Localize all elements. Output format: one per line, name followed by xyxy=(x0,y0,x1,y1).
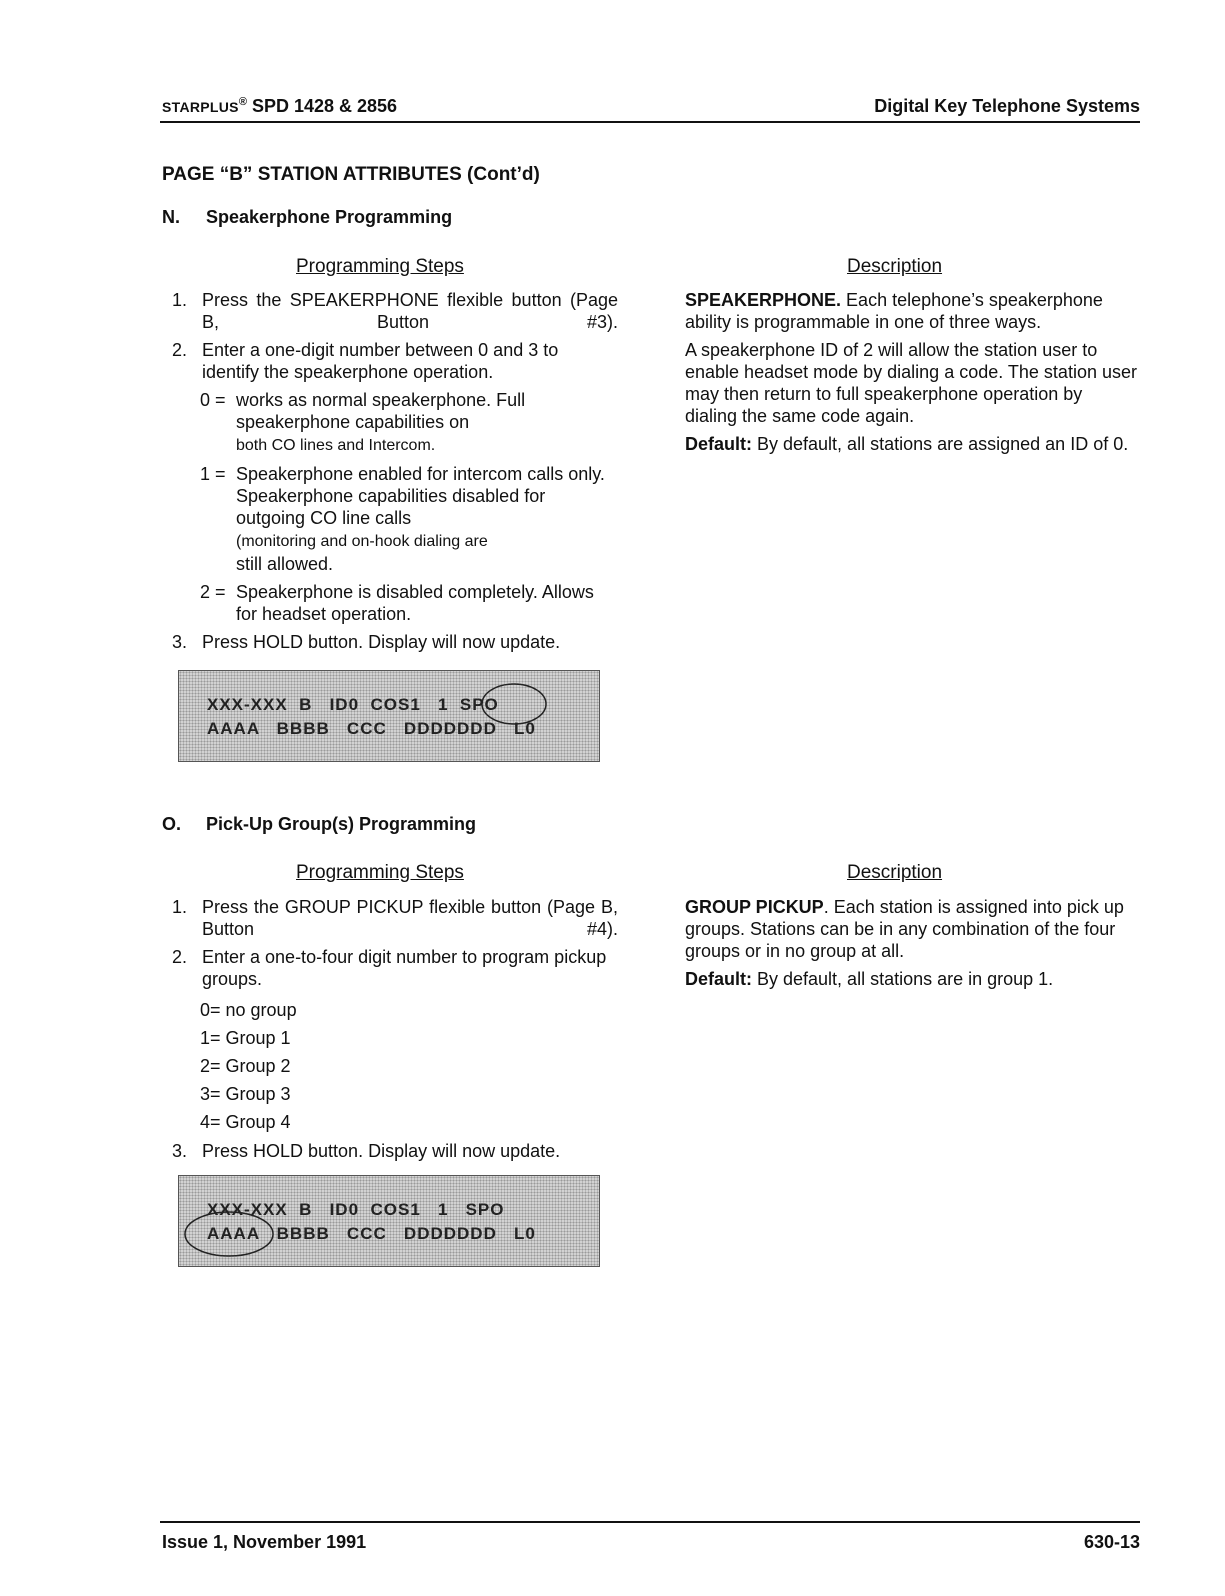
step-2-text: Enter a one-to-four digit number to program pickup groups. xyxy=(202,947,607,989)
brand-name: STARPLUS xyxy=(162,99,239,115)
default-label: Default: xyxy=(685,969,752,989)
section-o-steps xyxy=(172,896,618,1168)
footer-rule xyxy=(160,1521,1140,1523)
step-3-text: Press HOLD button. Display will now update. xyxy=(202,1141,561,1161)
group-pickup-label: GROUP PICKUP xyxy=(685,897,824,917)
step-1: 1. Press the SPEAKERPHONE flexible button (Page B, Button #3). xyxy=(172,290,618,332)
lcd-line-2: AAAA BBBB CCC DDDDDDD L0 xyxy=(207,719,536,738)
section-o-letter: O. xyxy=(162,814,182,834)
default-label: Default: xyxy=(685,434,752,454)
page-title: PAGE “B” STATION ATTRIBUTES (Cont’d) xyxy=(162,164,540,185)
option-2-key: 2 = xyxy=(200,582,226,602)
option-1 xyxy=(200,463,618,575)
step-3: 3. Press HOLD button. Display will now update. xyxy=(172,631,618,653)
option-1-text: Speakerphone enabled for intercom calls only. Speakerphone capabilities disabled for outgoing CO line calls xyxy=(236,464,605,528)
lcd-line-2: AAAA BBBB CCC DDDDDDD L0 xyxy=(207,1224,536,1243)
lcd-display-pickup xyxy=(178,1175,600,1267)
group-option: 0= no group xyxy=(200,1000,297,1020)
section-n-steps-heading: Programming Steps xyxy=(296,256,464,277)
step-2: 2. Enter a one-digit number between 0 and 3 to identify the speakerphone operation. xyxy=(172,339,618,383)
option-1-text-end: still allowed. xyxy=(236,554,334,574)
group-option: 4= Group 4 xyxy=(200,1112,291,1132)
option-2-text: Speakerphone is disabled completely. Allows for headset operation. xyxy=(236,582,594,624)
spo-highlight-circle xyxy=(179,671,599,761)
aaaa-highlight-circle xyxy=(179,1176,599,1266)
section-n-title: Speakerphone Programming xyxy=(206,207,453,227)
section-n-heading xyxy=(162,207,452,228)
headset-description: A speakerphone ID of 2 will allow the station user to enable headset mode by dialing a code. The station user may then return to full speakerphone operation by dialing the same code again. xyxy=(685,340,1137,426)
registered-mark: ® xyxy=(238,96,247,108)
section-o-heading xyxy=(162,814,476,835)
option-0-key: 0 = xyxy=(200,390,226,410)
option-2 xyxy=(200,581,618,625)
speakerphone-label: SPEAKERPHONE. xyxy=(685,290,842,310)
step-3-text: Press HOLD button. Display will now update. xyxy=(202,632,561,652)
page-number: 630-13 xyxy=(1083,1532,1140,1552)
option-1-text-note: (monitoring and on-hook dialing are xyxy=(236,533,488,550)
option-0 xyxy=(200,389,618,457)
group-option: 3= Group 3 xyxy=(200,1084,291,1104)
default-text: By default, all stations are in group 1. xyxy=(752,969,1054,989)
group-options xyxy=(200,996,618,1136)
group-pickup-description: . Each station is assigned into pick up groups. Stations can be in any combination of the four groups or in no group at all. xyxy=(685,897,1124,961)
step-2-text: Enter a one-digit number between 0 and 3 to identify the speakerphone operation. xyxy=(202,340,559,382)
group-option: 2= Group 2 xyxy=(200,1056,291,1076)
lcd-line-1: XXX-XXX B ID0 COS1 1 SPO xyxy=(207,1200,505,1219)
section-n-description-heading: Description xyxy=(847,256,943,277)
lcd-display-speakerphone xyxy=(178,670,600,762)
header-rule xyxy=(160,121,1140,123)
section-n-steps xyxy=(172,289,618,659)
model-name: SPD 1428 & 2856 xyxy=(251,96,398,116)
speakerphone-description: Each telephone’s speakerphone ability is programmable in one of three ways. xyxy=(685,290,1103,332)
running-header-right: Digital Key Telephone Systems xyxy=(874,96,1140,116)
section-o-title: Pick-Up Group(s) Programming xyxy=(206,814,477,834)
option-0-text-continued: both CO lines and Intercom. xyxy=(236,437,436,454)
section-o-description-heading: Description xyxy=(847,862,943,883)
running-header-left xyxy=(162,96,397,117)
section-n-letter: N. xyxy=(162,207,180,227)
issue-date: Issue 1, November 1991 xyxy=(162,1532,367,1552)
section-o-description xyxy=(685,896,1137,996)
lcd-line-1: XXX-XXX B ID0 COS1 1 SPO xyxy=(207,695,499,714)
step-3: 3. Press HOLD button. Display will now update. xyxy=(172,1140,618,1162)
step-1-text: Press the GROUP PICKUP flexible button (Page B, Button #4). xyxy=(202,897,618,939)
group-option: 1= Group 1 xyxy=(200,1028,291,1048)
step-2: 2. Enter a one-to-four digit number to program pickup groups. xyxy=(172,946,618,990)
section-n-description xyxy=(685,289,1137,461)
option-1-key: 1 = xyxy=(200,464,226,484)
default-text: By default, all stations are assigned an ID of 0. xyxy=(752,434,1129,454)
section-o-steps-heading: Programming Steps xyxy=(296,862,464,883)
step-1-text: Press the SPEAKERPHONE flexible button (Page B, Button #3). xyxy=(202,290,618,332)
step-1: 1. Press the GROUP PICKUP flexible button (Page B, Button #4). xyxy=(172,897,618,939)
option-0-text: works as normal speakerphone. Full speakerphone capabilities on xyxy=(236,390,526,432)
